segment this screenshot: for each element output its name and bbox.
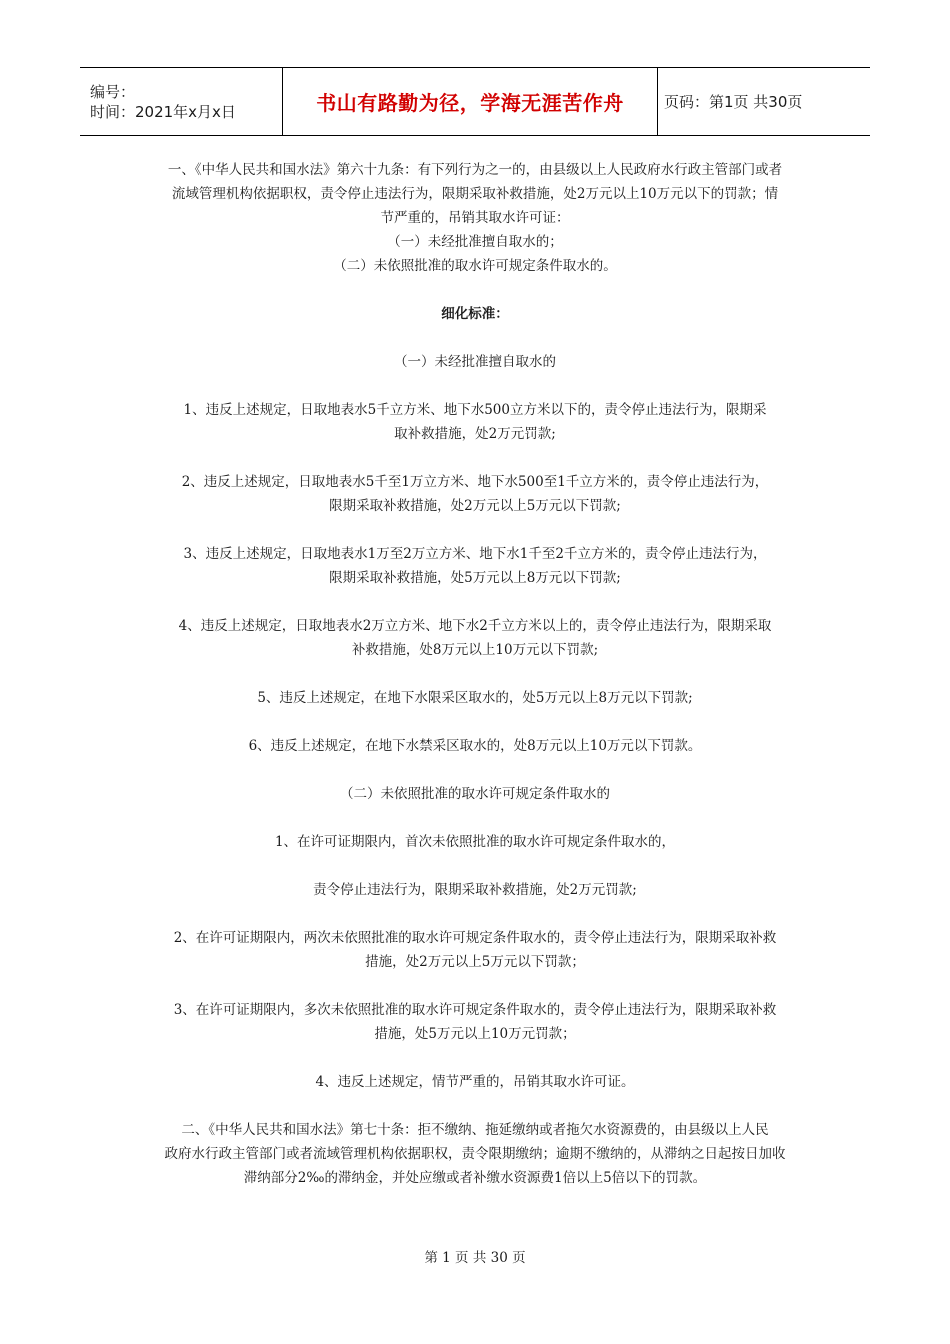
document-number-label: 编号： — [90, 82, 136, 101]
rule-1-2-line-2: 限期采取补救措施，处2万元以上5万元以下罚款; — [329, 498, 621, 514]
article-70-line-1: 二、《中华人民共和国水法》第七十条：拒不缴纳、拖延缴纳或者拖欠水资源费的，由县级以上人民 — [181, 1122, 769, 1138]
rule-2-2-line-2: 措施，处2万元以上5万元以下罚款； — [365, 954, 585, 970]
article-69-item-2: （二）未依照批准的取水许可规定条件取水的。 — [333, 258, 617, 274]
section-2-title: （二）未依照批准的取水许可规定条件取水的 — [340, 786, 610, 802]
rule-1-1-line-2: 取补救措施，处2万元罚款; — [394, 426, 556, 442]
document-time-label: 时间：2021年x月x日 — [90, 102, 236, 121]
rule-1-4-line-1: 4、违反上述规定，日取地表水2万立方米、地下水2千立方米以上的，责令停止违法行为，限期采取 — [178, 618, 772, 634]
rule-2-3-line-2: 措施，处5万元以上10万元罚款； — [374, 1026, 576, 1042]
rule-1-5: 5、违反上述规定，在地下水限采区取水的，处5万元以上8万元以下罚款; — [257, 690, 693, 706]
article-69-line-1: 一、《中华人民共和国水法》第六十九条：有下列行为之一的，由县级以上人民政府水行政主管部门或者 — [167, 162, 783, 178]
article-70-line-3: 滞纳部分2‰的滞纳金，并处应缴或者补缴水资源费1倍以上5倍以下的罚款。 — [243, 1170, 707, 1186]
article-69-line-2: 流域管理机构依据职权，责令停止违法行为，限期采取补救措施，处2万元以上10万元以下的罚款；情 — [171, 186, 779, 202]
section-1-title: （一）未经批准擅自取水的 — [394, 354, 556, 370]
document-body — [138, 158, 812, 1190]
rule-2-1-line-2: 责令停止违法行为，限期采取补救措施，处2万元罚款; — [313, 882, 637, 898]
page-footer: 第 1 页 共 30 页 — [424, 1250, 526, 1266]
rule-1-6: 6、违反上述规定，在地下水禁采区取水的，处8万元以上10万元以下罚款。 — [248, 738, 702, 754]
page-header — [80, 67, 870, 136]
rule-2-1-line-1: 1、在许可证期限内，首次未依照批准的取水许可规定条件取水的， — [274, 834, 676, 850]
rule-1-3-line-1: 3、违反上述规定，日取地表水1万至2万立方米、地下水1千至2千立方米的，责令停止违法行为， — [183, 546, 767, 562]
standard-title: 细化标准： — [441, 306, 509, 322]
article-70-line-2: 政府水行政主管部门或者流域管理机构依据职权，责令限期缴纳；逾期不缴纳的，从滞纳之日起按日加收 — [164, 1146, 786, 1162]
rule-1-1-line-1: 1、违反上述规定，日取地表水5千立方米、地下水500立方米以下的，责令停止违法行为，限期采 — [183, 402, 767, 418]
rule-2-2-line-1: 2、在许可证期限内，两次未依照批准的取水许可规定条件取水的，责令停止违法行为，限期采取补救 — [173, 930, 777, 946]
header-left-cell — [80, 68, 282, 135]
rule-2-4: 4、违反上述规定，情节严重的，吊销其取水许可证。 — [315, 1074, 635, 1090]
header-motto: 书山有路勤为径，学海无涯苦作舟 — [282, 68, 658, 135]
rule-1-4-line-2: 补救措施，处8万元以上10万元以下罚款; — [351, 642, 599, 658]
rule-1-3-line-2: 限期采取补救措施，处5万元以上8万元以下罚款; — [329, 570, 621, 586]
rule-2-3-line-1: 3、在许可证期限内，多次未依照批准的取水许可规定条件取水的，责令停止违法行为，限期采取补救 — [173, 1002, 777, 1018]
article-69-line-3: 节严重的，吊销其取水许可证： — [380, 210, 570, 226]
header-page-info: 页码：第1页 共30页 — [664, 93, 803, 111]
rule-1-2-line-1: 2、违反上述规定，日取地表水5千至1万立方米、地下水500至1千立方米的，责令停止违法行为， — [181, 474, 769, 490]
article-69-item-1: （一）未经批准擅自取水的； — [387, 234, 563, 250]
